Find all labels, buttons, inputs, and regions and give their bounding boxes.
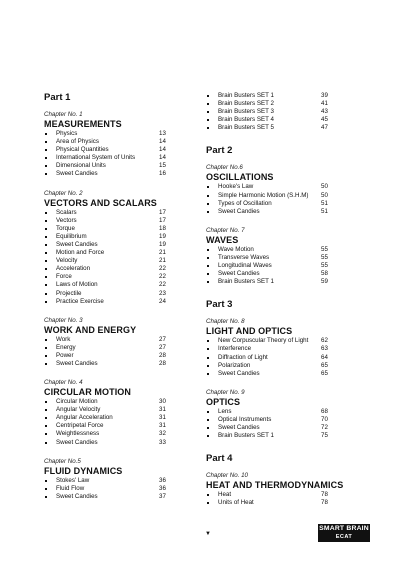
toc-page-number: 63 <box>321 345 328 353</box>
toc-entry-title: Interference <box>218 345 252 353</box>
toc-entry <box>44 146 209 154</box>
toc-entry-title: Heat <box>218 491 232 499</box>
toc-page-number: 30 <box>159 398 166 406</box>
toc-entry <box>206 200 371 208</box>
topic-list <box>206 408 371 440</box>
toc-entry-title: Work <box>56 335 71 343</box>
toc-left-column <box>44 92 209 501</box>
toc-entry-title: Stokes' Law <box>56 476 90 484</box>
topic-list <box>44 477 209 501</box>
toc-entry <box>44 217 209 225</box>
toc-entry <box>44 273 209 281</box>
toc-entry <box>44 257 209 265</box>
toc-entry <box>206 192 371 200</box>
toc-entry <box>206 432 371 440</box>
toc-entry <box>44 241 209 249</box>
topic-list <box>206 183 371 215</box>
toc-entry-title: Dimensional Units <box>56 162 106 170</box>
toc-entry <box>206 370 371 378</box>
toc-page-number: 14 <box>159 154 166 162</box>
toc-page-number: 22 <box>159 281 166 289</box>
chapter-title: OSCILLATIONS <box>206 172 274 183</box>
toc-page-number: 24 <box>159 297 166 305</box>
toc-entry <box>44 209 209 217</box>
toc-entry-title: Diffraction of Light <box>218 353 268 361</box>
toc-entry <box>206 100 371 108</box>
chapter-label: Chapter No. 9 <box>206 388 245 396</box>
chapter-title: WORK AND ENERGY <box>44 324 137 335</box>
toc-entry <box>44 249 209 257</box>
toc-page-number: 21 <box>159 257 166 265</box>
toc-entry <box>44 265 209 273</box>
toc-page-number: 65 <box>321 361 328 369</box>
toc-page-number: 22 <box>159 265 166 273</box>
down-triangle-icon: ▼ <box>205 531 211 537</box>
toc-entry-title: International System of Units <box>56 154 136 162</box>
toc-entry-title: Physical Quantities <box>56 146 109 154</box>
toc-page-number: 18 <box>159 224 166 232</box>
toc-entry <box>44 162 209 170</box>
toc-entry-title: Sweet Candies <box>56 438 98 446</box>
toc-page-number: 50 <box>321 191 328 199</box>
toc-page-number: 47 <box>321 124 328 132</box>
toc-page-number: 19 <box>159 240 166 248</box>
toc-entry <box>206 183 371 191</box>
toc-entry-title: Sweet Candies <box>56 359 98 367</box>
toc-entry-title: Hooke's Law <box>218 183 254 191</box>
topic-list <box>206 92 371 132</box>
chapter-label: Chapter No.5 <box>44 457 81 465</box>
toc-entry-title: Brain Busters SET 1 <box>218 92 274 99</box>
topic-list <box>206 491 371 507</box>
toc-page-number: 33 <box>159 438 166 446</box>
toc-page-number: 22 <box>159 273 166 281</box>
toc-entry <box>206 278 371 286</box>
toc-page-number: 27 <box>159 335 166 343</box>
toc-entry-title: Lens <box>218 407 232 415</box>
part-heading: Part 4 <box>206 453 233 465</box>
toc-entry-title: Types of Oscillation <box>218 199 272 207</box>
toc-page-number: 65 <box>321 369 328 377</box>
toc-entry <box>206 337 371 345</box>
toc-page-number: 78 <box>321 491 328 499</box>
toc-page-number: 14 <box>159 146 166 154</box>
topic-list <box>44 336 209 368</box>
toc-entry <box>206 108 371 116</box>
toc-entry <box>206 491 371 499</box>
toc-right-column <box>206 92 371 507</box>
toc-page-number: 36 <box>159 484 166 492</box>
toc-entry <box>44 430 209 438</box>
toc-entry-title: Sweet Candies <box>218 369 260 377</box>
chapter-title: VECTORS AND SCALARS <box>44 197 157 208</box>
toc-page-number: 16 <box>159 170 166 178</box>
toc-entry <box>44 414 209 422</box>
toc-entry-title: Angular Acceleration <box>56 414 113 422</box>
toc-entry <box>44 290 209 298</box>
toc-page-number: 19 <box>159 232 166 240</box>
brand-name: SMART BRAIN <box>319 525 369 532</box>
toc-entry <box>206 124 371 132</box>
chapter-label: Chapter No.6 <box>206 164 243 172</box>
brand-badge <box>318 524 370 542</box>
chapter-title: MEASUREMENTS <box>44 119 122 129</box>
toc-entry-title: Brain Busters SET 1 <box>218 432 274 440</box>
toc-entry-title: Brain Busters SET 4 <box>218 116 274 124</box>
toc-entry-title: Sweet Candies <box>218 207 260 215</box>
topic-list <box>44 398 209 447</box>
toc-entry-title: Circular Motion <box>56 398 98 406</box>
toc-entry <box>206 270 371 278</box>
toc-entry <box>44 485 209 493</box>
toc-entry-title: Sweet Candies <box>56 492 98 500</box>
toc-entry <box>44 406 209 414</box>
chapter-label: Chapter No. 7 <box>206 226 245 234</box>
toc-entry <box>206 262 371 270</box>
toc-entry <box>44 477 209 485</box>
chapter-title: FLUID DYNAMICS <box>44 465 123 476</box>
topic-list <box>206 246 371 286</box>
toc-entry <box>44 154 209 162</box>
toc-entry <box>44 130 209 138</box>
toc-page-number: 36 <box>159 476 166 484</box>
toc-entry <box>206 208 371 216</box>
toc-entry-title: Scalars <box>56 208 77 216</box>
chapter-label: Chapter No. 10 <box>206 472 248 480</box>
toc-page-number: 55 <box>321 245 328 253</box>
toc-entry-title: Centripetal Force <box>56 422 104 430</box>
toc-page-number: 28 <box>159 351 166 359</box>
toc-page-number: 17 <box>159 208 166 216</box>
toc-entry-title: Sweet Candies <box>218 270 260 278</box>
toc-entry-title: Practice Exercise <box>56 297 104 305</box>
brand-sub: ECAT <box>335 534 353 540</box>
toc-page-number: 31 <box>159 406 166 414</box>
toc-entry-title: Units of Heat <box>218 499 254 507</box>
toc-entry-title: Projectile <box>56 289 82 297</box>
toc-page-number: 28 <box>159 359 166 367</box>
toc-entry-title: Fluid Flow <box>56 484 85 492</box>
part-heading: Part 1 <box>44 92 71 103</box>
toc-entry <box>206 408 371 416</box>
toc-entry-title: Weightlessness <box>56 430 100 438</box>
toc-page-number: 31 <box>159 414 166 422</box>
toc-entry-title: Brain Busters SET 1 <box>218 278 274 286</box>
toc-entry-title: Laws of Motion <box>56 281 98 289</box>
chapter-title: WAVES <box>206 234 239 245</box>
toc-entry <box>44 352 209 360</box>
toc-page-number: 15 <box>159 162 166 170</box>
chapter-title: CIRCULAR MOTION <box>44 387 131 398</box>
toc-page-number: 31 <box>159 422 166 430</box>
toc-entry-title: Brain Busters SET 5 <box>218 124 274 132</box>
toc-entry-title: Transverse Waves <box>218 253 270 261</box>
chapter-title: LIGHT AND OPTICS <box>206 326 293 337</box>
toc-entry-title: Sweet Candies <box>56 240 98 248</box>
toc-page-number: 72 <box>321 423 328 431</box>
toc-page-number: 50 <box>321 183 328 191</box>
toc-entry-title: Motion and Force <box>56 249 105 257</box>
chapter-label: Chapter No. 8 <box>206 318 245 326</box>
toc-entry-title: Velocity <box>56 257 78 265</box>
toc-entry <box>206 499 371 507</box>
toc-entry-title: Force <box>56 273 72 281</box>
toc-entry <box>44 493 209 501</box>
chapter-label: Chapter No. 3 <box>44 316 83 324</box>
toc-page-number: 75 <box>321 432 328 440</box>
toc-entry-title: Longitudinal Waves <box>218 262 272 270</box>
toc-entry-title: Sweet Candies <box>56 170 98 178</box>
toc-entry <box>206 424 371 432</box>
toc-entry <box>44 336 209 344</box>
toc-page-number: 41 <box>321 100 328 108</box>
toc-page-number: 37 <box>159 492 166 500</box>
toc-page-number: 55 <box>321 253 328 261</box>
toc-entry-title: Equilibrium <box>56 232 87 240</box>
toc-entry-title: Acceleration <box>56 265 91 273</box>
toc-entry <box>44 281 209 289</box>
topic-list <box>44 130 209 179</box>
toc-page-number: 58 <box>321 270 328 278</box>
toc-entry <box>44 360 209 368</box>
chapter-label: Chapter No. 2 <box>44 189 83 197</box>
part-heading: Part 3 <box>206 299 233 311</box>
toc-page-number: 68 <box>321 407 328 415</box>
toc-entry-title: Area of Physics <box>56 138 99 146</box>
toc-page-number: 64 <box>321 353 328 361</box>
toc-entry <box>206 92 371 100</box>
toc-page-number: 59 <box>321 278 328 286</box>
toc-entry <box>206 246 371 254</box>
toc-entry <box>206 254 371 262</box>
toc-entry <box>44 225 209 233</box>
toc-page-number: 13 <box>159 130 166 137</box>
toc-page-number: 21 <box>159 249 166 257</box>
toc-entry-title: New Corpuscular Theory of Light <box>218 337 309 345</box>
toc-entry <box>44 233 209 241</box>
toc-page-number: 51 <box>321 199 328 207</box>
toc-entry-title: Torque <box>56 224 75 232</box>
toc-entry-title: Physics <box>56 130 78 137</box>
toc-entry <box>206 354 371 362</box>
toc-entry-title: Brain Busters SET 2 <box>218 100 274 108</box>
toc-page-number: 45 <box>321 116 328 124</box>
toc-entry <box>44 298 209 306</box>
toc-entry-title: Polarization <box>218 361 251 369</box>
toc-page-number: 27 <box>159 343 166 351</box>
toc-entry <box>44 344 209 352</box>
toc-page-number: 62 <box>321 337 328 345</box>
toc-page-number: 78 <box>321 499 328 507</box>
part-heading: Part 2 <box>206 145 233 157</box>
toc-entry-title: Vectors <box>56 216 77 224</box>
toc-entry-title: Optical Instruments <box>218 415 272 423</box>
toc-entry <box>44 398 209 406</box>
toc-entry-title: Sweet Candies <box>218 423 260 431</box>
toc-page-number: 43 <box>321 108 328 116</box>
toc-page-number: 14 <box>159 138 166 146</box>
toc-entry <box>44 439 209 447</box>
chapter-title: HEAT AND THERMODYNAMICS <box>206 480 344 491</box>
chapter-title: OPTICS <box>206 396 241 407</box>
toc-page-number: 55 <box>321 262 328 270</box>
toc-entry-title: Angular Velocity <box>56 406 101 414</box>
toc-page-number: 32 <box>159 430 166 438</box>
toc-entry <box>206 345 371 353</box>
toc-entry-title: Energy <box>56 343 76 351</box>
chapter-label: Chapter No. 1 <box>44 111 83 118</box>
chapter-label: Chapter No. 4 <box>44 379 83 387</box>
toc-entry <box>44 170 209 178</box>
toc-entry-title: Brain Busters SET 3 <box>218 108 274 116</box>
toc-entry <box>206 362 371 370</box>
toc-page-number: 51 <box>321 207 328 215</box>
toc-page-number: 23 <box>159 289 166 297</box>
toc-entry <box>206 416 371 424</box>
toc-entry <box>44 138 209 146</box>
toc-entry <box>206 116 371 124</box>
toc-entry-title: Wave Motion <box>218 245 254 253</box>
topic-list <box>44 209 209 306</box>
toc-page-number: 17 <box>159 216 166 224</box>
topic-list <box>206 337 371 377</box>
toc-entry <box>44 422 209 430</box>
toc-entry-title: Simple Harmonic Motion (S.H.M) <box>218 191 309 199</box>
toc-entry-title: Power <box>56 351 74 359</box>
toc-page-number: 70 <box>321 415 328 423</box>
toc-page-number: 39 <box>321 92 328 99</box>
